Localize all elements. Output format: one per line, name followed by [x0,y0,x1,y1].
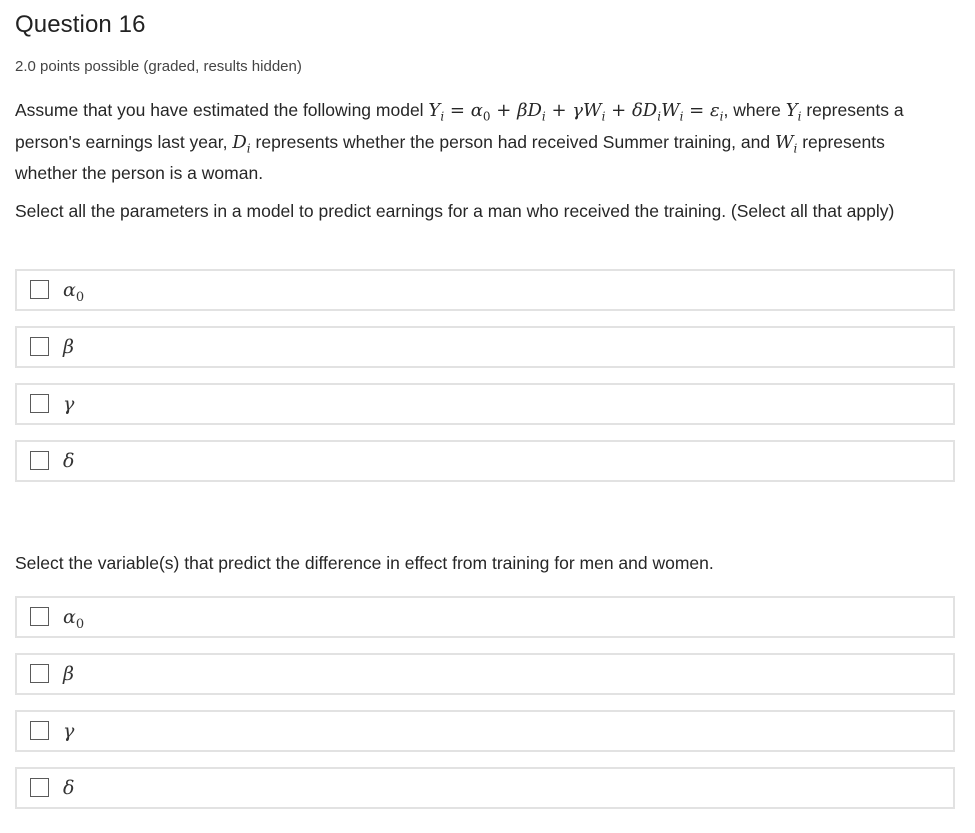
option-label: δ [63,450,75,472]
option-label: γ [63,720,75,742]
option-label: δ [63,777,75,799]
checkbox[interactable] [30,607,49,626]
model-equation: $Y_i = \alpha_0 + \beta D_i + \gamma W_i + \delta D_iW_i = \varepsilon_i$ [428,100,724,124]
prompt-text: represents whether the person is a woman. [15,131,885,184]
part1-option-alpha0[interactable] [15,269,955,311]
option-label: β [63,663,74,685]
option-label: γ [63,393,75,415]
part2-option-gamma[interactable] [15,710,955,752]
part2-option-beta[interactable] [15,653,955,695]
question-prompt [15,98,945,186]
d-variable: $D_i$ [232,131,251,156]
prompt-text: represents whether the person had received Summer training, and [250,131,775,152]
points-info: 2.0 points possible (graded, results hidden) [15,58,302,75]
w-variable: $W_i$ [774,131,798,156]
checkbox[interactable] [30,721,49,740]
checkbox[interactable] [30,451,49,470]
prompt-text: , where [723,100,786,120]
option-label: $\alpha_0$ [63,279,85,305]
checkbox[interactable] [30,394,49,413]
prompt-text: Assume that you have estimated the following model [15,100,429,120]
part1-option-delta[interactable] [15,440,955,482]
checkbox[interactable] [30,778,49,797]
question-title: Question 16 [15,11,146,38]
part2-prompt: Select the variable(s) that predict the difference in effect from training for men and women. [15,553,714,573]
option-label: β [63,336,74,358]
prompt-text: represents a person's earnings last year, [15,100,904,152]
part1-prompt: Select all the parameters in a model to predict earnings for a man who received the training. (Select all that apply) [15,201,895,221]
checkbox[interactable] [30,664,49,683]
y-variable: $Y_i$ [785,100,802,124]
part1-option-gamma[interactable] [15,383,955,425]
part2-option-alpha0[interactable] [15,596,955,638]
checkbox[interactable] [30,337,49,356]
option-label: $\alpha_0$ [63,606,85,632]
checkbox[interactable] [30,280,49,299]
part1-option-beta[interactable] [15,326,955,368]
part2-option-delta[interactable] [15,767,955,809]
